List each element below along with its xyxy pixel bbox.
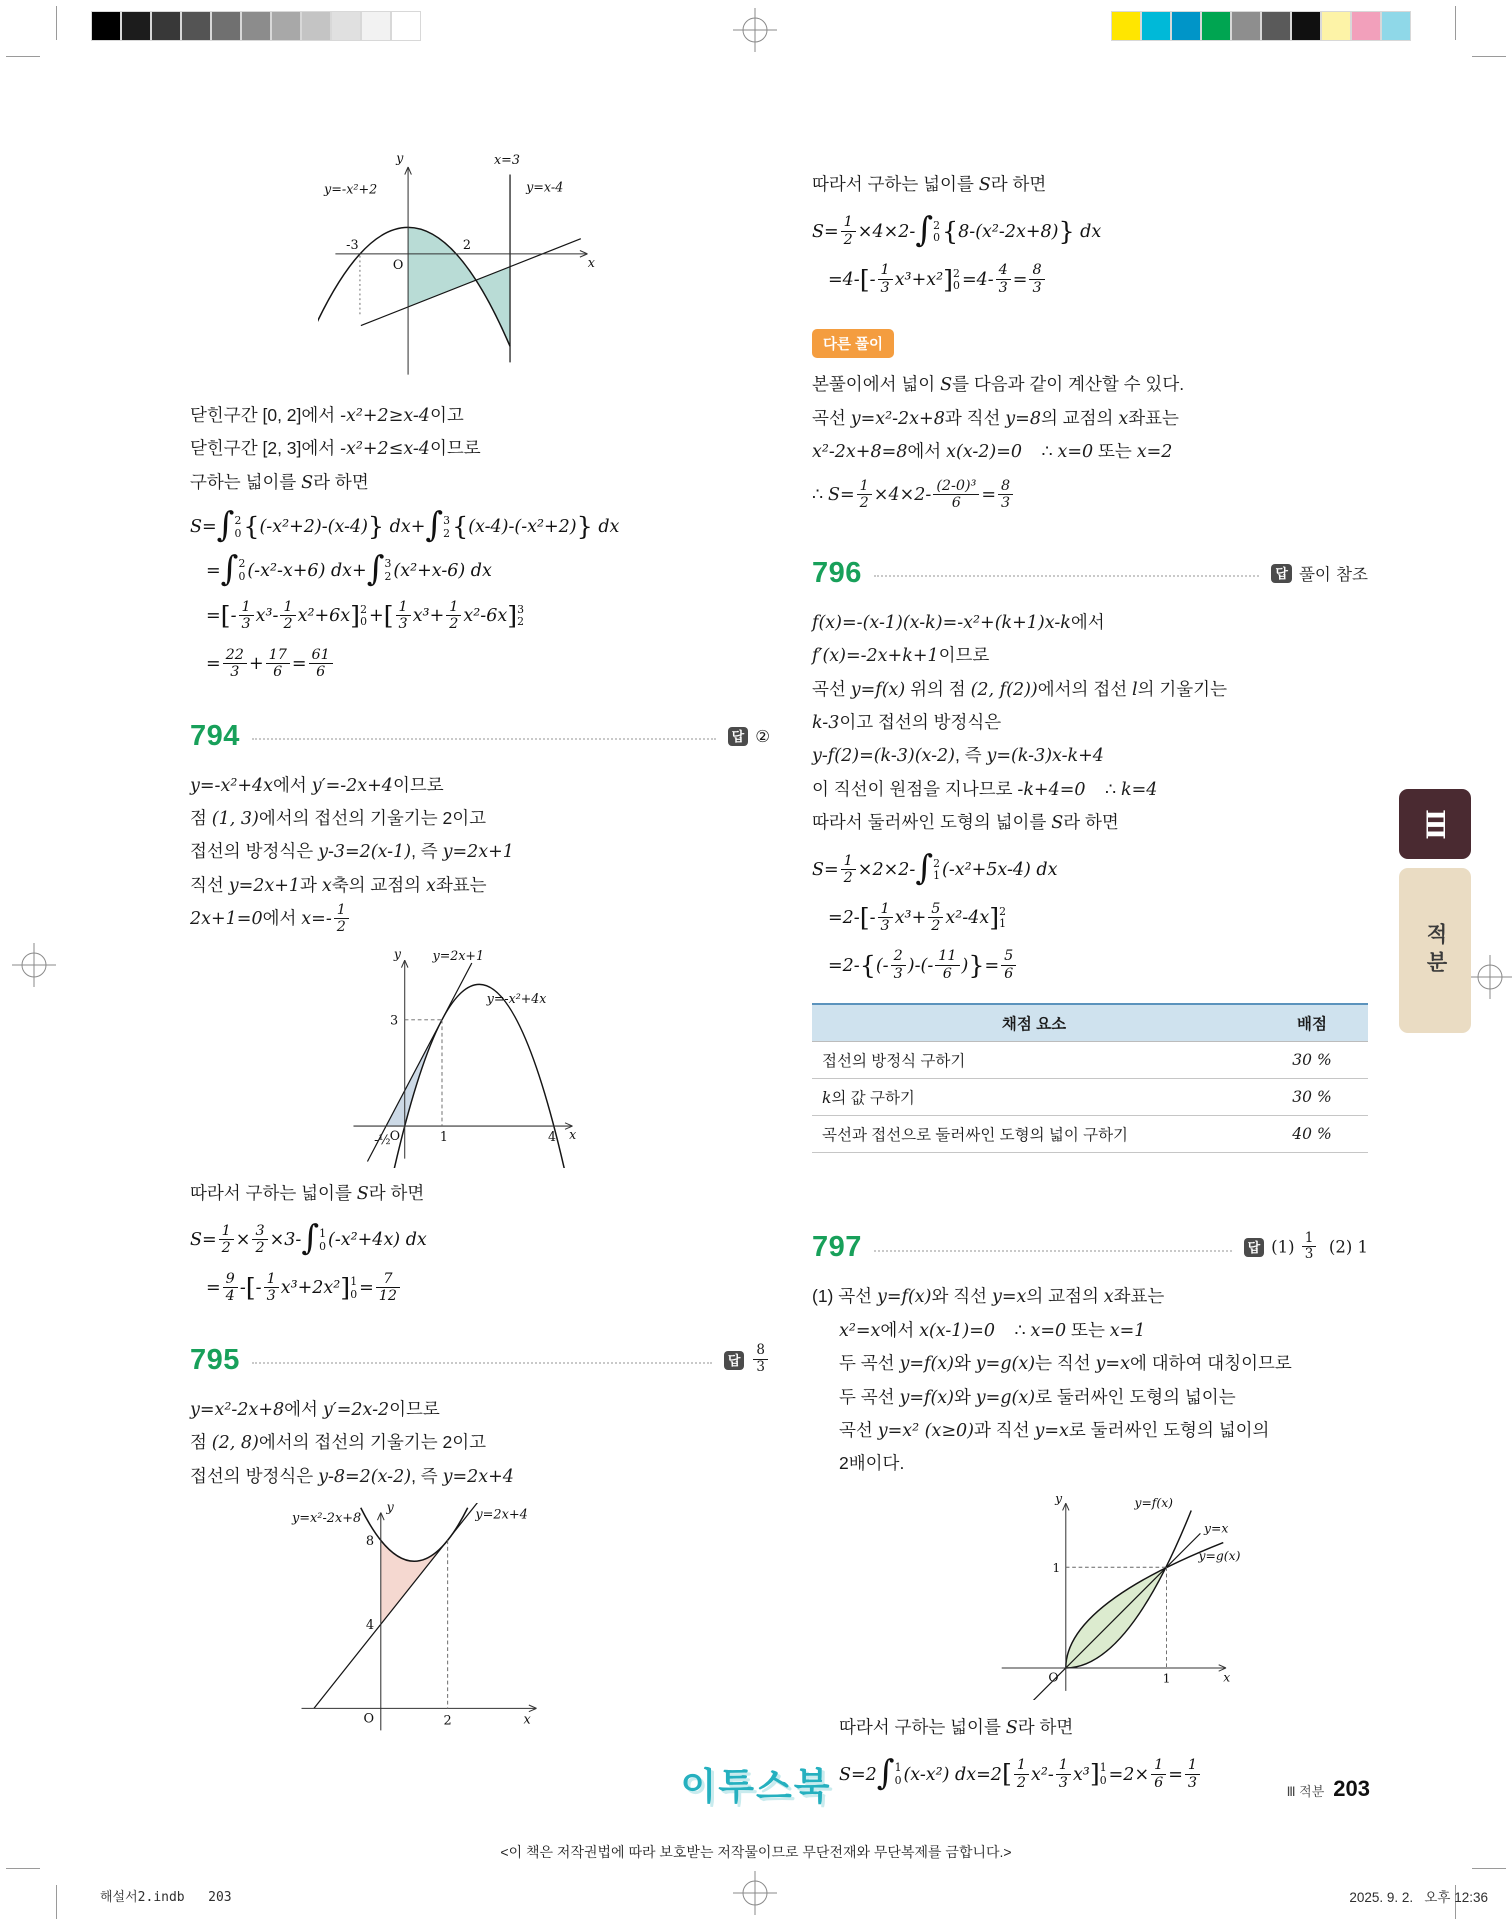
crop-mark [1472,1868,1506,1869]
problem-794-header [190,720,770,753]
text-line: 따라서 둘러싸인 도형의 넓이를 S라 하면 [812,812,1119,834]
origin-label: O [392,257,404,273]
score-cell: 30 % [1256,1079,1368,1116]
table-row [812,1116,1368,1153]
volume-tab [1399,789,1471,859]
text-line: f(x)=-(x-1)(x-k)=-x²+(k+1)x-k에서 [812,611,1105,633]
crop-mark [1472,56,1506,57]
text-line: S= $\frac{1}{2}$ ×2×2-∫ 2 1 (-x²+5x-4) dx [812,848,1058,889]
page-info [1190,1776,1370,1802]
figure-797 [974,1494,1368,1705]
text-line: x²-2x+8=8에서 x(x-2)=0 ∴ x=0 또는 x=2 [812,441,1173,463]
text-line: 접선의 방정식은 y-3=2(x-1), 즉 y=2x+1 [190,841,514,863]
line-label: y=2x+1 [432,948,484,963]
tick-label: 2 [462,238,471,254]
tick-label: 8 [365,1534,375,1550]
y-axis-label: y [396,151,404,167]
alt-solution-block [812,311,1368,368]
dotted-leader [874,575,1260,577]
grading-table-header-row [812,1004,1368,1042]
color-swatch [152,12,180,40]
alternative-solution-badge: 다른 풀이 [812,329,894,358]
solution-796-text [812,606,1368,840]
text-line: 직선 y=2x+1과 x축의 교점의 x좌표는 [190,874,487,896]
origin-label: O [363,1711,375,1727]
solution-797-text2 [812,1711,1368,1744]
figure-793 [318,150,770,391]
problem-796-header [812,557,1368,590]
color-swatch [92,12,120,40]
tick-label: 2 [443,1713,452,1729]
solution-795-text2 [812,168,1368,201]
text-line: =2-{(- $\frac{2}{3}$ )-(- $\frac{11}{6}$ )}= $\frac{5}{6}$ [828,949,1368,983]
score-cell: 40 % [1256,1116,1368,1153]
text-line: 두 곡선 y=f(x)와 y=g(x)로 둘러싸인 도형의 넓이는 [839,1386,1236,1408]
color-swatch [1382,12,1410,40]
answer-value: (1) $\frac{1}{3}$ (2) 1 [1271,1229,1368,1263]
score-cell: 30 % [1256,1042,1368,1079]
x-axis-label: x [569,1126,577,1142]
color-swatch [122,12,150,40]
crop-mark [6,56,40,57]
criteria-cell: k의 값 구하기 [812,1079,1256,1116]
answer-value: 풀이 참조 [1298,565,1368,585]
tick-label: 1 [1162,1671,1171,1686]
curve-label: y=-x²+4x [486,990,547,1006]
color-swatch [302,12,330,40]
curve-label: y=-x²+2 [324,182,378,198]
color-swatch [182,12,210,40]
left-column [190,150,770,1742]
text-line: 따라서 구하는 넓이를 S라 하면 [812,174,1047,195]
color-swatch [1262,12,1290,40]
solution-797-text [812,1280,1368,1479]
color-swatch [362,12,390,40]
text-line: =∫ 2 0 (-x²-x+6) dx+∫ 3 2 (x²+x-6) dx [206,548,492,589]
text-line: 곡선 y=x² (x≥0)과 직선 y=x로 둘러싸인 도형의 넓이의 [839,1419,1270,1441]
table-row [812,1079,1368,1116]
text-line: 접선의 방정식은 y-8=2(x-2), 즉 y=2x+4 [190,1465,514,1487]
problem-number: 795 [190,1343,240,1376]
text-line: f′(x)=-2x+k+1이므로 [812,645,990,667]
answer-badge: 답 [728,727,749,746]
text-line: 두 곡선 y=f(x)와 y=g(x)는 직선 y=x에 대하여 대칭이므로 [839,1353,1292,1375]
color-swatch [1112,12,1140,40]
tick-label: 3 [390,1012,399,1028]
text-line: S=∫ 2 0 {(-x²+2)-(x-4)} dx+∫ 3 2 {(x-4)-(-x²+2)} dx [190,505,620,546]
text-line: y-f(2)=(k-3)(x-2), 즉 y=(k-3)x-k+4 [812,745,1104,767]
text-line: 점 (1, 3)에서의 접선의 기울기는 2이고 [190,808,487,829]
solution-794-text [190,769,770,937]
color-swatch [1202,12,1230,40]
answer-badge: 답 [724,1351,745,1370]
print-datetime: 2025. 9. 2. 오후 12:36 [1349,1890,1488,1905]
color-swatch [332,12,360,40]
text-line: 2배이다. [839,1453,905,1474]
curve-label: y=x²-2x+8 [291,1511,362,1527]
y-axis-label: y [386,1503,394,1516]
solution-793-equations [190,505,770,682]
problem-797-header [812,1231,1368,1264]
color-swatch [242,12,270,40]
section-tab-label: 적분 [1424,922,1447,979]
crop-mark [1455,6,1456,40]
text-line: S= $\frac{1}{2}$ × $\frac{3}{2}$ ×3-∫ 1 0 (-x²+4x) dx [190,1218,427,1259]
graph-793 [318,150,602,386]
registration-mark [1468,955,1512,999]
dotted-leader [252,738,716,740]
page-number: 203 [1333,1776,1370,1801]
solution-793-text [190,399,770,499]
text-line: k-3이고 접선의 방정식은 [812,712,1002,734]
x-axis-label: x [523,1712,531,1728]
tick-label: 1 [1052,1560,1061,1575]
grading-table [812,1003,1368,1153]
text-line: ∴ S= $\frac{1}{2}$ ×4×2- $\frac{\text{(2-0)³}}{6}$ = $\frac{8}{3}$ [812,478,1368,512]
line-label: y=2x+4 [475,1507,528,1523]
y-axis-label: y [393,948,401,961]
text-line: = $\frac{9}{4}$ -[- $\frac{1}{3}$ x³+2x²] 1 0 = $\frac{7}{12}$ [206,1272,770,1306]
print-file-info: 해설서2.indb 203 [100,1890,232,1905]
text-line: 닫힌구간 [0, 2]에서 -x²+2≥x-4이고 [190,405,464,426]
tick-label: 4 [547,1128,556,1144]
registration-mark [12,943,56,987]
text-line: y=x²-2x+8에서 y′=2x-2이므로 [190,1398,440,1420]
text-line: y=-x²+4x에서 y′=-2x+4이므로 [190,774,444,796]
text-line: 곡선 y=x²-2x+8과 직선 y=8의 교점의 x좌표는 [812,407,1179,429]
text-line: S= $\frac{1}{2}$ ×4×2-∫ 2 0 {8-(x²-2x+8)} dx [812,209,1102,250]
publisher-logo: 이투스북 [680,1766,832,1807]
tick-label: -3 [346,238,359,254]
answer-value: $\frac{8}{3}$ [751,1344,770,1376]
right-column [812,168,1368,1806]
solution-794-text2 [190,1177,770,1210]
color-swatch [272,12,300,40]
text-line: 따라서 구하는 넓이를 S라 하면 [839,1716,1074,1738]
problem-number: 796 [812,556,862,589]
solution-796-equations [812,848,1368,984]
text-line: 닫힌구간 [2, 3]에서 -x²+2≤x-4이므로 [190,438,481,460]
registration-mark [733,1871,777,1915]
footer-section-label: Ⅲ 적분 [1286,1784,1325,1799]
crop-mark [6,1868,40,1869]
dotted-leader [252,1362,712,1364]
text-line: =4-[- $\frac{1}{3}$ x³+x²] 2 0 =4- $\frac{4}{3}$ = $\frac{8}{3}$ [828,263,1368,297]
tick-label: 4 [365,1618,375,1634]
grayscale-calibration-strip [92,12,420,40]
vline-label: x=3 [493,153,520,169]
color-swatch [1142,12,1170,40]
color-calibration-strip [1112,12,1410,40]
answer-badge: 답 [1271,564,1292,583]
problem-795-header [190,1344,770,1377]
origin-label: O [1048,1670,1059,1685]
tick-label: -½ [374,1131,391,1147]
copyright-notice: <이 책은 저작권법에 따라 보호받는 저작물이므로 무단전재와 무단복제를 금합니다.> [500,1844,1012,1860]
color-swatch [1322,12,1350,40]
text-line: 점 (2, 8)에서의 접선의 기울기는 2이고 [190,1432,487,1454]
grading-header-criteria: 채점 요소 [812,1004,1256,1042]
criteria-cell: 곡선과 접선으로 둘러싸인 도형의 넓이 구하기 [812,1116,1256,1153]
solution-795-text [190,1393,770,1493]
dotted-leader [874,1250,1232,1252]
text-line: 곡선 y=f(x) 위의 점 (2, f(2))에서의 접선 l의 기울기는 [812,678,1227,700]
tick-label: 1 [439,1128,448,1144]
text-line: x²=x에서 x(x-1)=0 ∴ x=0 또는 x=1 [839,1319,1146,1341]
answer-value: ② [755,726,770,746]
problem-number: 797 [812,1231,862,1264]
crop-mark [56,1885,57,1919]
grading-header-points: 배점 [1256,1004,1368,1042]
figure-794 [302,949,770,1173]
f-curve-label: y=f(x) [1134,1495,1173,1510]
color-swatch [1352,12,1380,40]
registration-mark [733,8,777,52]
tangent-line [314,1503,488,1708]
g-curve-label: y=g(x) [1198,1548,1240,1563]
origin-label: O [389,1127,401,1143]
text-line: 따라서 구하는 넓이를 S라 하면 [190,1182,425,1204]
text-line: S=2∫ 1 0 (x-x²) dx=2[ $\frac{1}{2}$ x²- $\frac{1}{3}$ x³] 1 0 =2× $\frac{1}{6}$ = $\frac{1}{3}$ [839,1758,1368,1792]
text-line: =2-[- $\frac{1}{3}$ x³+ $\frac{5}{2}$ x²-4x] 2 1 [828,900,1007,934]
text-line: 본풀이에서 넓이 S를 다음과 같이 계산할 수 있다. [812,374,1185,396]
problem-number: 794 [190,719,240,752]
text-line: 이 직선이 원점을 지나므로 -k+4=0 ∴ k=4 [812,778,1158,800]
x-axis-label: x [587,256,595,272]
crop-mark [56,6,57,40]
line-label: y=x [1204,1521,1229,1536]
x-axis-label: x [1223,1670,1231,1685]
figure-795 [290,1503,770,1742]
color-swatch [392,12,420,40]
color-swatch [1292,12,1320,40]
graph-794 [302,949,582,1168]
graph-797 [974,1494,1240,1700]
text-line: 2x+1=0에서 x=- $\frac{1}{2}$ [190,902,770,936]
y-axis-label: y [1055,1493,1063,1505]
section-tab [1399,868,1471,1033]
color-swatch [212,12,240,40]
graph-795 [290,1503,548,1737]
line-label: y=x-4 [526,180,564,196]
solution-795-alt-text [812,368,1368,513]
text-line: = $\frac{22}{3}$ + $\frac{17}{6}$ = $\frac{61}{6}$ [206,648,770,682]
criteria-cell: 접선의 방정식 구하기 [812,1042,1256,1079]
parabola-curve [394,984,565,1168]
color-swatch [1172,12,1200,40]
text-line: 구하는 넓이를 S라 하면 [190,471,369,493]
solution-795-equations [812,209,1368,297]
table-row [812,1042,1368,1079]
text-line: (1) 곡선 y=f(x)와 직선 y=x의 교점의 x좌표는 [812,1286,1165,1308]
volume-tab-label: Ⅲ [1420,808,1450,840]
color-swatch [1232,12,1260,40]
text-line: =[- $\frac{1}{3}$ x³- $\frac{1}{2}$ x²+6x] 2 0 +[ $\frac{1}{3}$ x³+ $\frac{1}{2}$ x²-6x] 3 2 [206,598,525,633]
solution-794-equations [190,1218,770,1306]
answer-badge: 답 [1244,1238,1265,1257]
